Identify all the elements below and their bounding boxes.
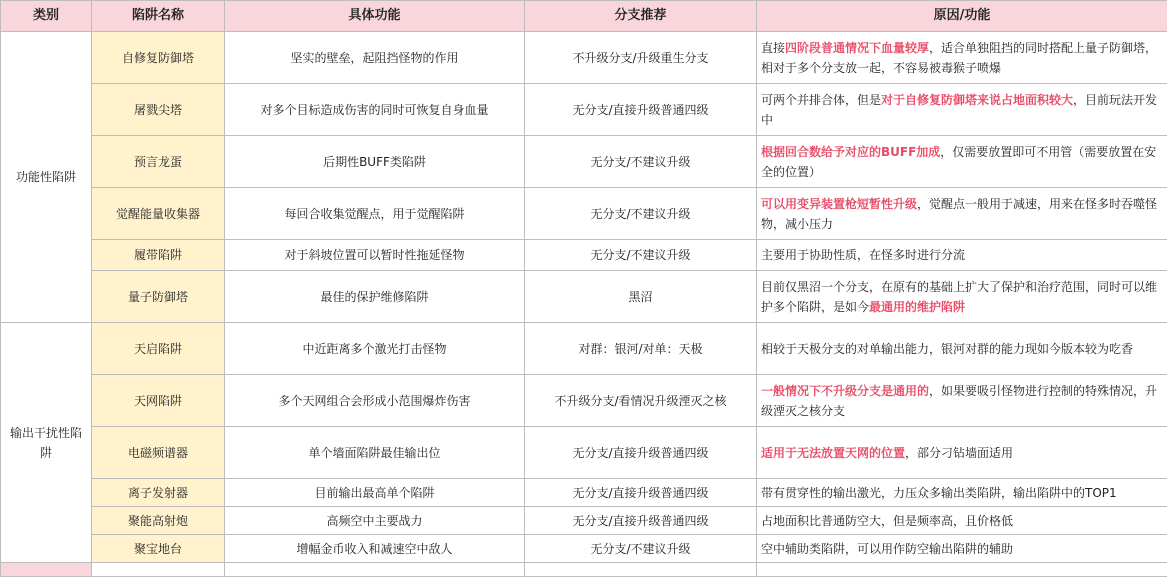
reason-text: 相较于天极分支的对单输出能力，银河对群的能力现如今版本较为吃香 <box>761 341 1134 356</box>
function-cell: 高频空中主要战力 <box>225 507 525 535</box>
table-row <box>1 188 1167 240</box>
recommendation-cell: 无分支/直接升级普通四级 <box>525 507 757 535</box>
table-row-partial <box>1 563 1167 577</box>
reason-cell <box>757 188 1167 240</box>
partial-cell <box>92 563 225 577</box>
table-row <box>1 136 1167 188</box>
recommendation-cell: 不升级分支/看情况升级湮灭之核 <box>525 375 757 427</box>
reason-text: 可两个并排合体，但是 <box>761 92 882 107</box>
function-cell: 多个天网组合会形成小范围爆炸伤害 <box>225 375 525 427</box>
table-row <box>1 535 1167 563</box>
partial-cell <box>525 563 757 577</box>
function-cell: 增幅金币收入和减速空中敌人 <box>225 535 525 563</box>
recommendation-cell: 无分支/直接升级普通四级 <box>525 84 757 136</box>
highlighted-text: 一般情况下不升级分支是通用的 <box>761 383 930 398</box>
function-cell: 中近距离多个激光打击怪物 <box>225 323 525 375</box>
reason-text: ，觉醒点一般用于减速，用来在怪多时吞噬怪物，减小压力 <box>761 196 1158 231</box>
trap-name-cell: 天网陷阱 <box>92 375 225 427</box>
function-cell: 对多个目标造成伤害的同时可恢复自身血量 <box>225 84 525 136</box>
function-cell: 对于斜坡位置可以暂时性拖延怪物 <box>225 240 525 271</box>
category-output-interference: 输出干扰性陷阱 <box>1 323 92 563</box>
trap-name-cell: 屠戮尖塔 <box>92 84 225 136</box>
reason-cell <box>757 32 1167 84</box>
category-functional: 功能性陷阱 <box>1 32 92 323</box>
header-function: 具体功能 <box>225 1 525 32</box>
partial-category-cell <box>1 563 92 577</box>
reason-cell <box>757 271 1167 323</box>
function-cell: 后期性BUFF类陷阱 <box>225 136 525 188</box>
table-row <box>1 427 1167 479</box>
recommendation-cell: 无分支/不建议升级 <box>525 535 757 563</box>
trap-name-cell: 履带陷阱 <box>92 240 225 271</box>
trap-name-cell: 离子发射器 <box>92 479 225 507</box>
reason-cell <box>757 375 1167 427</box>
reason-text: ，部分刁钻墙面适用 <box>905 445 1014 460</box>
recommendation-cell: 无分支/直接升级普通四级 <box>525 427 757 479</box>
reason-text: 直接 <box>761 40 786 55</box>
highlighted-text: 对于自修复防御塔来说占地面积较大 <box>881 92 1074 107</box>
reason-text: 空中辅助类陷阱，可以用作防空输出陷阱的辅助 <box>761 541 1014 556</box>
table-row <box>1 84 1167 136</box>
reason-text: 占地面积比普通防空大，但是频率高，且价格低 <box>761 513 1014 528</box>
trap-name-cell: 电磁频谱器 <box>92 427 225 479</box>
reason-cell <box>757 427 1167 479</box>
recommendation-cell: 对群：银河/对单：天极 <box>525 323 757 375</box>
header-row <box>1 1 1167 32</box>
trap-name-cell: 聚能高射炮 <box>92 507 225 535</box>
trap-name-cell: 量子防御塔 <box>92 271 225 323</box>
table-row <box>1 32 1167 84</box>
reason-text: 目前仅黑沼一个分支，在原有的基础上扩大了保护和治疗范围，同时可以维护多个陷阱，是如今 <box>761 279 1158 314</box>
header-trap-name: 陷阱名称 <box>92 1 225 32</box>
table-row <box>1 507 1167 535</box>
recommendation-cell: 无分支/不建议升级 <box>525 188 757 240</box>
function-cell: 目前输出最高单个陷阱 <box>225 479 525 507</box>
reason-cell <box>757 136 1167 188</box>
reason-cell <box>757 507 1167 535</box>
reason-cell <box>757 323 1167 375</box>
header-category: 类别 <box>1 1 92 32</box>
recommendation-cell: 黑沼 <box>525 271 757 323</box>
reason-cell <box>757 535 1167 563</box>
trap-name-cell: 聚宝地台 <box>92 535 225 563</box>
table-row <box>1 271 1167 323</box>
reason-text: ，适合单独阻挡的同时搭配上量子防御塔，相对于多个分支放一起，不容易被毒猴子喷爆 <box>761 40 1158 75</box>
reason-text: ，仅需要放置即可不用管（需要放置在安全的位置） <box>761 144 1157 179</box>
highlighted-text: 适用于无法放置天网的位置 <box>761 445 906 460</box>
recommendation-cell: 无分支/不建议升级 <box>525 136 757 188</box>
recommendation-cell: 无分支/直接升级普通四级 <box>525 479 757 507</box>
trap-name-cell: 预言龙蛋 <box>92 136 225 188</box>
function-cell: 每回合收集觉醒点，用于觉醒陷阱 <box>225 188 525 240</box>
table-row <box>1 375 1167 427</box>
trap-name-cell: 自修复防御塔 <box>92 32 225 84</box>
highlighted-text: 最通用的维护陷阱 <box>869 299 966 314</box>
recommendation-cell: 无分支/不建议升级 <box>525 240 757 271</box>
reason-text: ，目前玩法开发中 <box>761 92 1158 127</box>
trap-name-cell: 觉醒能量收集器 <box>92 188 225 240</box>
function-cell: 最佳的保护维修陷阱 <box>225 271 525 323</box>
table-body <box>1 32 1167 577</box>
reason-text: ，如果要吸引怪物进行控制的特殊情况，升级湮灭之核分支 <box>761 383 1158 418</box>
recommendation-cell: 不升级分支/升级重生分支 <box>525 32 757 84</box>
header-reason: 原因/功能 <box>757 1 1167 32</box>
table-row <box>1 323 1167 375</box>
header-recommendation: 分支推荐 <box>525 1 757 32</box>
function-cell: 坚实的壁垒，起阻挡怪物的作用 <box>225 32 525 84</box>
highlighted-text: 根据回合数给予对应的BUFF加成 <box>761 144 941 159</box>
function-cell: 单个墙面陷阱最佳输出位 <box>225 427 525 479</box>
partial-cell <box>757 563 1167 577</box>
reason-cell <box>757 240 1167 271</box>
reason-text: 主要用于协助性质，在怪多时进行分流 <box>761 248 966 262</box>
trap-name-cell: 天启陷阱 <box>92 323 225 375</box>
table-row <box>1 240 1167 271</box>
reason-cell <box>757 84 1167 136</box>
reason-cell <box>757 479 1167 507</box>
highlighted-text: 四阶段普通情况下血量较厚 <box>785 40 930 55</box>
partial-cell <box>225 563 525 577</box>
highlighted-text: 可以用变异装置枪短暂性升级 <box>761 196 918 211</box>
reason-text: 带有贯穿性的输出激光，力压众多输出类陷阱，输出陷阱中的TOP1 <box>761 485 1117 500</box>
table-row <box>1 479 1167 507</box>
